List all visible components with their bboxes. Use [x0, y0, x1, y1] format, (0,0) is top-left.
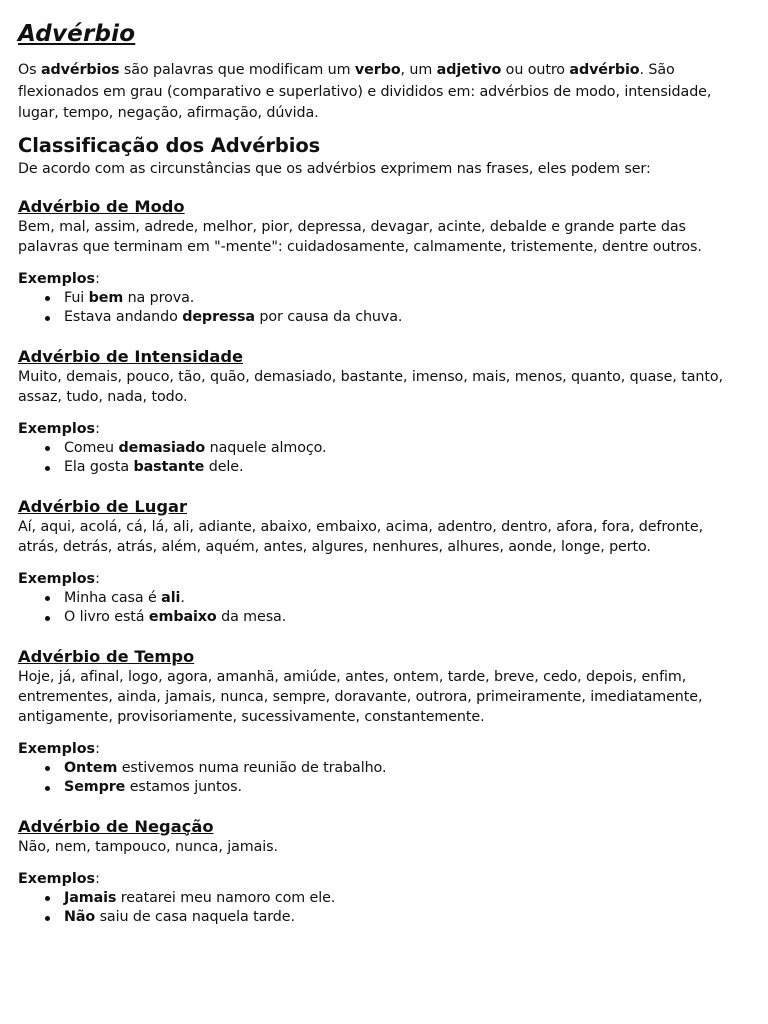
bullet-icon [45, 296, 50, 301]
examples-list [18, 759, 738, 798]
intro-text: são palavras que modificam um [119, 62, 355, 78]
bullet-icon [45, 616, 50, 621]
adverb-section [18, 196, 738, 328]
examples-label [18, 420, 738, 439]
example-adverb: Não [64, 909, 96, 925]
bullet-icon [45, 916, 50, 921]
intro-text: . São flexionados em grau (comparativo e superlativo) e divididos em: advérbios de modo, intensidade, lugar, tempo, negação, afirmação, dúvida. [18, 62, 712, 121]
example-adverb: embaixo [148, 609, 217, 625]
examples-label-text: Exemplos [18, 570, 96, 587]
examples-label-text: Exemplos [18, 740, 96, 757]
adverb-section-description: Hoje, já, afinal, logo, agora, amanhã, amiúde, antes, ontem, tarde, breve, cedo, depois, enfim, entrementes, ainda, jamais, nunca, sempre, doravante, outrora, primeiramente, imediatamente, antigamente, provisoriamente, sucessivamente, constantemente. [18, 668, 703, 725]
classification-subtitle: De acordo com as circunstâncias que os advérbios exprimem nas frases, eles podem ser: [18, 160, 651, 177]
document-page [18, 18, 738, 928]
example-item [45, 308, 738, 328]
bullet-icon [45, 466, 50, 471]
example-text: Fui [64, 289, 89, 306]
examples-label [18, 870, 738, 889]
example-adverb: Ontem [64, 759, 118, 776]
examples-list [18, 889, 738, 928]
bullet-icon [45, 786, 50, 791]
example-text: dele. [204, 459, 244, 475]
example-text: na prova. [123, 289, 195, 306]
example-item [45, 889, 738, 909]
example-adverb: demasiado [118, 439, 206, 456]
example-adverb: bastante [133, 459, 205, 475]
examples-label [18, 570, 738, 589]
examples-list [18, 439, 738, 478]
examples-label-colon: : [95, 740, 100, 757]
adverb-section-title: Advérbio de Tempo [18, 646, 195, 666]
example-adverb: bem [88, 289, 124, 306]
intro-bold-term: adjetivo [436, 62, 502, 78]
example-item [45, 458, 738, 478]
example-text: Minha casa é [64, 589, 162, 606]
examples-label-text: Exemplos [18, 270, 96, 287]
example-item [45, 908, 738, 928]
page-title: Advérbio [18, 21, 136, 47]
adverb-section-title: Advérbio de Modo [18, 196, 185, 216]
example-adverb: ali [161, 589, 181, 606]
examples-label [18, 270, 738, 289]
adverb-section-title: Advérbio de Lugar [18, 496, 188, 516]
intro-text: Os [18, 62, 41, 78]
adverb-section-description: Não, nem, tampouco, nunca, jamais. [18, 838, 278, 855]
example-text: por causa da chuva. [254, 309, 403, 325]
examples-label-colon: : [95, 420, 100, 437]
example-text: da mesa. [216, 609, 287, 625]
examples-label-colon: : [95, 570, 100, 587]
example-item [45, 778, 738, 798]
bullet-icon [45, 596, 50, 601]
example-text: Estava andando [64, 309, 183, 325]
example-text: O livro está [64, 609, 149, 625]
example-adverb: Sempre [64, 779, 126, 795]
intro-bold-term: advérbio [569, 62, 640, 78]
examples-list [18, 589, 738, 628]
examples-label-text: Exemplos [18, 870, 96, 887]
example-item [45, 589, 738, 609]
examples-list [18, 289, 738, 328]
example-text: estamos juntos. [125, 779, 242, 795]
adverb-section-title: Advérbio de Intensidade [18, 346, 244, 366]
examples-label [18, 740, 738, 759]
example-item [45, 439, 738, 459]
intro-paragraph [18, 60, 738, 125]
example-text: . [180, 589, 185, 606]
adverb-section [18, 346, 738, 478]
example-text: Comeu [64, 439, 119, 456]
examples-label-colon: : [95, 870, 100, 887]
intro-bold-term: advérbios [40, 62, 120, 78]
adverb-section-description: Bem, mal, assim, adrede, melhor, pior, depressa, devagar, acinte, debalde e grande parte das palavras que terminam em "-mente": cuidadosamente, calmamente, tristemente, dentre outros. [18, 218, 702, 255]
classification-heading: Classificação dos Advérbios [18, 133, 321, 157]
example-text: saiu de casa naquela tarde. [95, 909, 295, 925]
bullet-icon [45, 316, 50, 321]
adverb-sections [18, 196, 738, 928]
adverb-section-description: Muito, demais, pouco, tão, quão, demasiado, bastante, imenso, mais, menos, quanto, quase, tanto, assaz, tudo, nada, todo. [18, 368, 723, 405]
intro-text: , um [400, 62, 437, 78]
example-adverb: depressa [182, 309, 255, 325]
example-item [45, 759, 738, 779]
example-item [45, 608, 738, 628]
bullet-icon [45, 766, 50, 771]
intro-text: ou outro [501, 62, 570, 78]
example-text: naquele almoço. [205, 439, 327, 456]
example-text: estivemos numa reunião de trabalho. [117, 759, 387, 776]
bullet-icon [45, 896, 50, 901]
adverb-section-title: Advérbio de Negação [18, 816, 214, 836]
adverb-section [18, 496, 738, 628]
example-adverb: Jamais [64, 889, 117, 906]
bullet-icon [45, 446, 50, 451]
adverb-section [18, 646, 738, 798]
examples-label-text: Exemplos [18, 420, 96, 437]
example-text: Ela gosta [64, 459, 134, 475]
adverb-section [18, 816, 738, 928]
example-text: reatarei meu namoro com ele. [116, 889, 336, 906]
example-item [45, 289, 738, 309]
adverb-section-description: Aí, aqui, acolá, cá, lá, ali, adiante, abaixo, embaixo, acima, adentro, dentro, afora, fora, defronte, atrás, detrás, atrás, além, aquém, antes, algures, nenhures, alhures, aonde, longe, perto. [18, 518, 704, 555]
examples-label-colon: : [95, 270, 100, 287]
intro-bold-term: verbo [354, 62, 401, 78]
